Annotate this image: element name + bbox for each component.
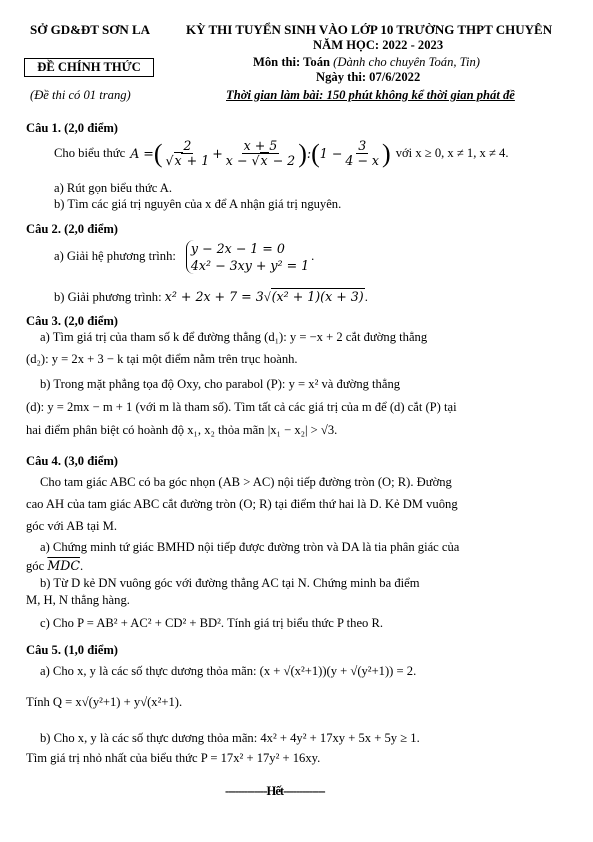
pages-note: (Đề thi có 01 trang) — [30, 88, 131, 102]
q5-a-line2: Tính Q = x√(y²+1) + y√(x²+1). — [26, 695, 183, 709]
q4-line2: cao AH của tam giác ABC cắt đường tròn (O; R) tại điểm thứ hai là D. Kẻ DM vuông — [26, 497, 458, 511]
q2-a-intro: a) Giải hệ phương trình: — [54, 249, 176, 264]
subject-note: (Dành cho chuyên Toán, Tin) — [333, 55, 480, 69]
q4-a-line2 — [26, 558, 83, 574]
q2-part-b: b) Giải phương trình: x² + 2x + 7 = 3√(x² + 1)(x + 3). — [54, 289, 368, 304]
subject-label: Môn thi: Toán — [253, 55, 330, 69]
q1-intro: Cho biểu thức — [54, 146, 126, 161]
q3-b-line2: (d): y = 2mx − m + 1 (với m là tham số). Tìm tất cả các giá trị của m để (d) cắt (P) tại — [26, 400, 457, 414]
q1-part-a: a) Rút gọn biểu thức A. — [54, 181, 173, 195]
school-year: NĂM HỌC: 2022 - 2023 — [313, 38, 444, 52]
exam-date: Ngày thi: 07/6/2022 — [316, 70, 421, 84]
end-mark: -------------Hết------------- — [225, 784, 325, 798]
q3-b-line1: b) Trong mặt phẳng tọa độ Oxy, cho parabol (P): y = x² và đường thẳng — [40, 377, 401, 391]
q1-expression: Cho biểu thức A = ( $\frac{2}{√x + 1}$ + $\frac{x + 5}{x - √x - 2}$ ) : ( 1 − $\frac{3}{4 - x}$ ) với x ≥ 0, x ≠ 1, x ≠ 4. — [54, 138, 509, 169]
official-label: ĐỀ CHÍNH THỨC — [37, 60, 141, 74]
q5-b-line2: Tìm giá trị nhỏ nhất của biểu thức P = 17x² + 17y² + 16xy. — [26, 751, 321, 765]
q4-line3: góc với AB tại M. — [26, 519, 117, 533]
q4-b-line2: M, H, N thẳng hàng. — [26, 593, 130, 607]
q3-title: Câu 3. (2,0 điểm) — [26, 314, 118, 328]
exam-title: KỲ THI TUYỂN SINH VÀO LỚP 10 TRƯỜNG THPT CHUYÊN — [186, 22, 553, 37]
q1-condition: với x ≥ 0, x ≠ 1, x ≠ 4. — [395, 146, 509, 161]
q2-system — [186, 240, 309, 274]
q4-a-line1: a) Chứng minh tứ giác BMHD nội tiếp được đường tròn và DA là tia phân giác của — [40, 540, 460, 554]
q3-a-line2: (d₂): y = 2x + 3 − k tại một điểm nằm trên trục hoành. — [26, 352, 298, 366]
dept-name: SỞ GD&ĐT SƠN LA — [30, 22, 151, 37]
q4-line1: Cho tam giác ABC có ba góc nhọn (AB > AC) nội tiếp đường tròn (O; R). Đường — [40, 475, 452, 489]
q4-title: Câu 4. (3,0 điểm) — [26, 454, 118, 468]
q4-angle-mdc: $\overline{MDC}$ — [47, 558, 80, 573]
q5-title: Câu 5. (1,0 điểm) — [26, 643, 118, 657]
q2-part-a: a) Giải hệ phương trình: y − 2x − 1 = 0 4x² − 3xy + y² = 1 . — [54, 241, 315, 273]
q1-part-b: b) Tìm các giá trị nguyên của x để A nhận giá trị nguyên. — [54, 197, 342, 211]
q1-title — [26, 121, 118, 136]
time-note: Thời gian làm bài: 150 phút không kể thời gian phát đề — [226, 88, 515, 102]
q5-b-line1: b) Cho x, y là các số thực dương thỏa mãn: 4x² + 4y² + 17xy + 5x + 5y ≥ 1. — [40, 731, 420, 745]
q3-a-line1: a) Tìm giá trị của tham số k để đường thẳng (d₁): y = −x + 2 cắt đường thẳng — [40, 330, 428, 344]
subject-line — [253, 55, 480, 70]
q4-angle-suffix: . — [79, 559, 84, 573]
q2-eq2: 4x² − 3xy + y² = 1 — [190, 258, 310, 273]
official-label-box — [24, 58, 154, 77]
q2-eq1: y − 2x − 1 = 0 — [190, 241, 285, 256]
q4-c-line: c) Cho P = AB² + AC² + CD² + BD². Tính giá trị biểu thức P theo R. — [40, 616, 384, 630]
q2-b-left: x² + 2x + 7 = 3 — [164, 289, 264, 304]
q1-title-text: Câu 1. (2,0 điểm) — [26, 121, 118, 135]
q2-title: Câu 2. (2,0 điểm) — [26, 222, 118, 236]
q2-b-intro: b) Giải phương trình: — [54, 290, 162, 304]
q4-b-line1: b) Từ D kẻ DN vuông góc với đường thẳng AC tại N. Chứng minh ba điểm — [40, 576, 420, 590]
q3-b-line3: hai điểm phân biệt có hoành độ x₁, x₂ thỏa mãn |x₁ − x₂| > √3. — [26, 423, 338, 437]
q4-angle-prefix: góc — [26, 559, 45, 573]
q5-a-line1: a) Cho x, y là các số thực dương thỏa mãn: (x + √(x²+1))(y + √(y²+1)) = 2. — [40, 664, 417, 678]
q2-b-radicand: (x² + 1)(x + 3) — [271, 289, 364, 304]
